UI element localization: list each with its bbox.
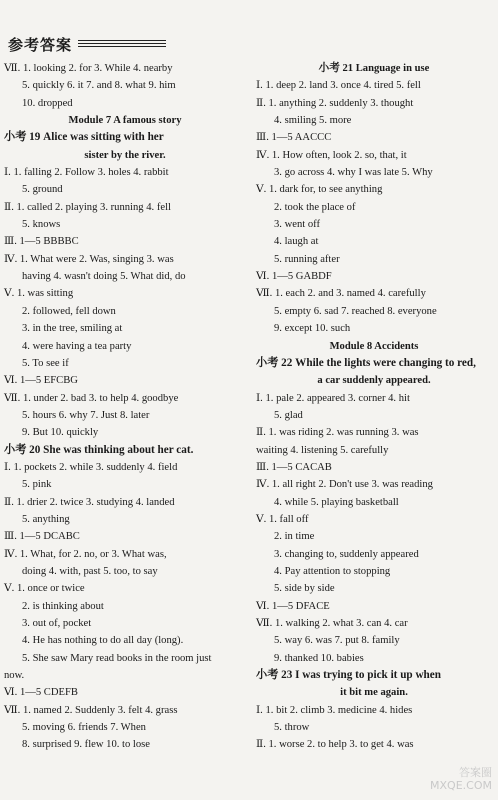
header-rule (78, 43, 166, 44)
answer-line: Ⅰ. 1. falling 2. Follow 3. holes 4. rabbit (4, 167, 169, 179)
answer-line: 3. out of, pocket (22, 618, 92, 629)
answer-line: 5. To see if (22, 357, 69, 369)
answer-line: 5. throw (274, 722, 310, 734)
answer-line: 3. go across 4. why I was late 5. Why (274, 167, 433, 179)
answer-line: 4. Pay attention to stopping (274, 565, 391, 577)
section-heading: sister by the river. (84, 149, 166, 161)
answer-line: 8. surprised 9. flew 10. to lose (22, 739, 150, 751)
answer-line: having 4. wasn't doing 5. What did, do (22, 271, 186, 283)
answer-line: Ⅰ. 1. pockets 2. while 3. suddenly 4. field (4, 461, 178, 473)
answer-line: Ⅰ. 1. bit 2. climb 3. medicine 4. hides (256, 704, 413, 716)
answer-line: 4. smiling 5. more (274, 115, 352, 127)
answer-line: Ⅲ. 1—5 CACAB (256, 461, 332, 473)
section-heading: 小考 22 While the lights were changing to red, (256, 356, 476, 369)
answer-line: Ⅳ. 1. all right 2. Don't use 3. was reading (256, 479, 433, 491)
answer-line: 5. pink (22, 479, 52, 491)
answer-line: Ⅶ. 1. named 2. Suddenly 3. felt 4. grass (4, 704, 178, 716)
answer-line: Ⅱ. 1. was riding 2. was running 3. was (256, 427, 419, 439)
answer-line: Ⅴ. 1. fall off (256, 513, 309, 525)
answer-line: Ⅶ. 1. walking 2. what 3. can 4. car (256, 618, 408, 629)
answer-line: 2. took the place of (274, 201, 356, 213)
answer-line: Ⅱ. 1. drier 2. twice 3. studying 4. landed (4, 496, 175, 508)
answer-line: Ⅱ. 1. anything 2. suddenly 3. thought (256, 97, 414, 109)
header-title: 参考答案 (8, 38, 73, 54)
answer-line: 4. were having a tea party (22, 340, 132, 352)
page-header (0, 0, 498, 52)
answer-line: 5. way 6. was 7. put 8. family (274, 635, 400, 647)
answer-line: 5. glad (274, 409, 303, 421)
answer-line: Ⅵ. 1—5 GABDF (256, 271, 332, 283)
answer-line: Ⅴ. 1. dark for, to see anything (256, 184, 383, 196)
answer-line: 2. followed, fell down (22, 305, 116, 317)
section-heading: a car suddenly appeared. (317, 375, 431, 387)
watermark-line: MXQE.COM (430, 779, 492, 792)
header-rule (78, 40, 166, 41)
answer-line: 3. in the tree, smiling at (22, 323, 123, 335)
answer-line: waiting 4. listening 5. carefully (256, 444, 389, 456)
answer-line: doing 4. with, past 5. too, to say (22, 565, 158, 577)
left-answer-column (4, 60, 246, 754)
answer-line: 9. thanked 10. babies (274, 652, 364, 664)
answer-line: Ⅶ. 1. each 2. and 3. named 4. carefully (256, 288, 426, 300)
answer-line: Ⅰ. 1. pale 2. appeared 3. corner 4. hit (256, 392, 410, 404)
answer-line: Ⅲ. 1—5 AACCC (256, 132, 332, 144)
answer-line: 10. dropped (22, 97, 73, 109)
answer-line: Ⅵ. 1—5 CDEFB (4, 687, 78, 699)
watermark-line: 答案圈 (459, 766, 492, 779)
answer-line: Ⅵ. 1—5 DFACE (256, 600, 330, 612)
answer-line: Ⅲ. 1—5 BBBBC (4, 236, 79, 248)
answer-line: Ⅰ. 1. deep 2. land 3. once 4. tired 5. fell (256, 80, 421, 92)
section-heading: 小考 23 I was trying to pick it up when (256, 669, 441, 682)
answer-line: Ⅶ. 1. under 2. bad 3. to help 4. goodbye (4, 392, 179, 404)
answer-line: 5. She saw Mary read books in the room just (22, 652, 212, 664)
section-heading: Module 8 Accidents (329, 340, 419, 352)
header-rule (78, 46, 166, 47)
answer-line: 3. changing to, suddenly appeared (274, 548, 419, 560)
answer-line: Ⅴ. 1. was sitting (4, 288, 74, 300)
answer-line: 5. running after (274, 253, 340, 265)
answer-line: 9. But 10. quickly (22, 427, 99, 439)
section-heading: 小考 20 She was thinking about her cat. (4, 443, 194, 456)
answer-line: 5. anything (22, 513, 70, 525)
answer-line: 5. ground (22, 184, 63, 196)
answer-line: 5. quickly 6. it 7. and 8. what 9. him (22, 80, 176, 92)
answer-line: 5. side by side (274, 583, 335, 595)
answer-line: Ⅲ. 1—5 DCABC (4, 531, 80, 543)
answer-line: Ⅳ. 1. How often, look 2. so, that, it (256, 149, 407, 161)
answer-line: 5. moving 6. friends 7. When (22, 722, 146, 734)
answer-line: 2. is thinking about (22, 600, 104, 612)
answer-line: 4. laugh at (274, 236, 319, 248)
answer-line: 4. He has nothing to do all day (long). (22, 635, 184, 647)
answer-line: 5. knows (22, 219, 61, 231)
answer-line: Ⅴ. 1. once or twice (4, 583, 85, 595)
answer-line: 5. hours 6. why 7. Just 8. later (22, 409, 150, 421)
answer-line: 2. in time (274, 531, 315, 543)
section-heading: it bit me again. (340, 687, 408, 699)
answer-line: Ⅶ. 1. looking 2. for 3. While 4. nearby (4, 63, 173, 74)
answer-line: Ⅳ. 1. What were 2. Was, singing 3. was (4, 253, 174, 265)
answer-line: Ⅱ. 1. worse 2. to help 3. to get 4. was (256, 739, 414, 751)
section-heading: 小考 21 Language in use (318, 63, 430, 74)
answer-line: Ⅵ. 1—5 EFCBG (4, 375, 78, 387)
answer-line: 5. empty 6. sad 7. reached 8. everyone (274, 305, 437, 317)
right-answer-column (256, 60, 492, 754)
section-heading: Module 7 A famous story (68, 115, 182, 127)
section-heading: 小考 19 Alice was sitting with her (4, 131, 164, 144)
answer-line: Ⅳ. 1. What, for 2. no, or 3. What was, (4, 548, 167, 560)
watermark (430, 766, 492, 792)
answer-line: 3. went off (274, 219, 320, 231)
answer-line: 4. while 5. playing basketball (274, 496, 399, 508)
answer-line: Ⅱ. 1. called 2. playing 3. running 4. fell (4, 201, 171, 213)
answer-line: 9. except 10. such (274, 323, 351, 335)
answer-line: now. (4, 670, 25, 682)
